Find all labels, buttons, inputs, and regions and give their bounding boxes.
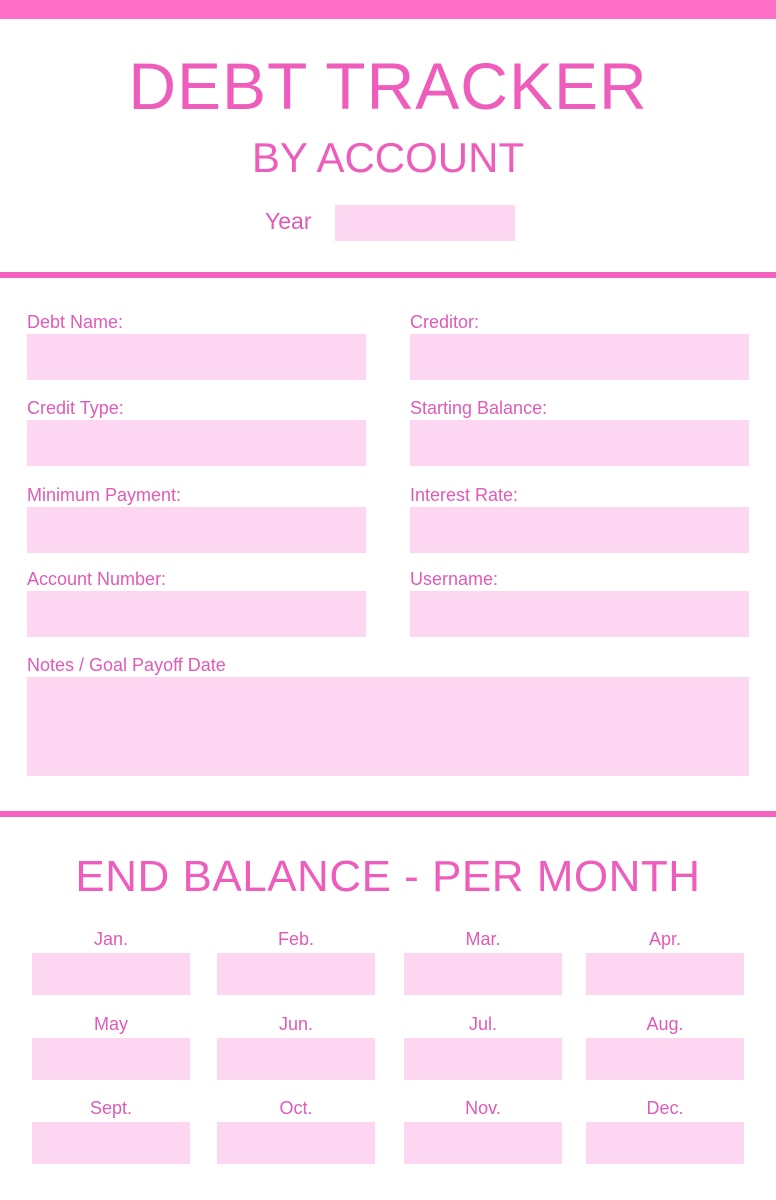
divider-top <box>0 272 776 278</box>
month-field-may[interactable] <box>32 1038 190 1080</box>
notes-field[interactable] <box>27 677 749 776</box>
username-label: Username: <box>410 569 499 589</box>
month-field-sept[interactable] <box>32 1122 190 1164</box>
month-field-aug[interactable] <box>586 1038 744 1080</box>
month-label-jul: Jul. <box>468 1014 497 1034</box>
debt-name-field[interactable] <box>27 334 366 380</box>
month-label-jan: Jan. <box>93 929 129 949</box>
credit-type-label: Credit Type: <box>27 398 124 418</box>
creditor-label: Creditor: <box>410 312 480 332</box>
creditor-field[interactable] <box>410 334 749 380</box>
divider-bottom <box>0 811 776 817</box>
month-field-jan[interactable] <box>32 953 190 995</box>
month-field-dec[interactable] <box>586 1122 744 1164</box>
account-number-field[interactable] <box>27 591 366 637</box>
account-number-label: Account Number: <box>27 569 167 589</box>
minimum-payment-field[interactable] <box>27 507 366 553</box>
month-label-may: May <box>93 1014 128 1034</box>
top-accent-bar <box>0 0 776 19</box>
page-title: DEBT TRACKER <box>128 49 648 123</box>
month-label-feb: Feb. <box>277 929 315 949</box>
monthly-section-title: END BALANCE - PER MONTH <box>75 852 701 901</box>
month-label-aug: Aug. <box>646 1014 684 1034</box>
starting-balance-field[interactable] <box>410 420 749 466</box>
month-field-mar[interactable] <box>404 953 562 995</box>
username-field[interactable] <box>410 591 749 637</box>
month-label-mar: Mar. <box>465 929 501 949</box>
month-field-feb[interactable] <box>217 953 375 995</box>
month-field-nov[interactable] <box>404 1122 562 1164</box>
interest-rate-field[interactable] <box>410 507 749 553</box>
month-label-sept: Sept. <box>89 1098 133 1118</box>
month-field-jun[interactable] <box>217 1038 375 1080</box>
month-label-jun: Jun. <box>278 1014 314 1034</box>
month-field-oct[interactable] <box>217 1122 375 1164</box>
year-field[interactable] <box>335 205 515 241</box>
credit-type-field[interactable] <box>27 420 366 466</box>
month-label-oct: Oct. <box>279 1098 313 1118</box>
month-label-apr: Apr. <box>648 929 682 949</box>
page-subtitle: BY ACCOUNT <box>251 134 525 181</box>
starting-balance-label: Starting Balance: <box>410 398 548 418</box>
debt-name-label: Debt Name: <box>27 312 124 332</box>
month-field-jul[interactable] <box>404 1038 562 1080</box>
interest-rate-label: Interest Rate: <box>410 485 519 505</box>
month-label-nov: Nov. <box>465 1098 501 1118</box>
month-label-dec: Dec. <box>646 1098 684 1118</box>
year-label: Year <box>265 208 312 234</box>
notes-label: Notes / Goal Payoff Date <box>27 655 226 675</box>
month-field-apr[interactable] <box>586 953 744 995</box>
minimum-payment-label: Minimum Payment: <box>27 485 182 505</box>
